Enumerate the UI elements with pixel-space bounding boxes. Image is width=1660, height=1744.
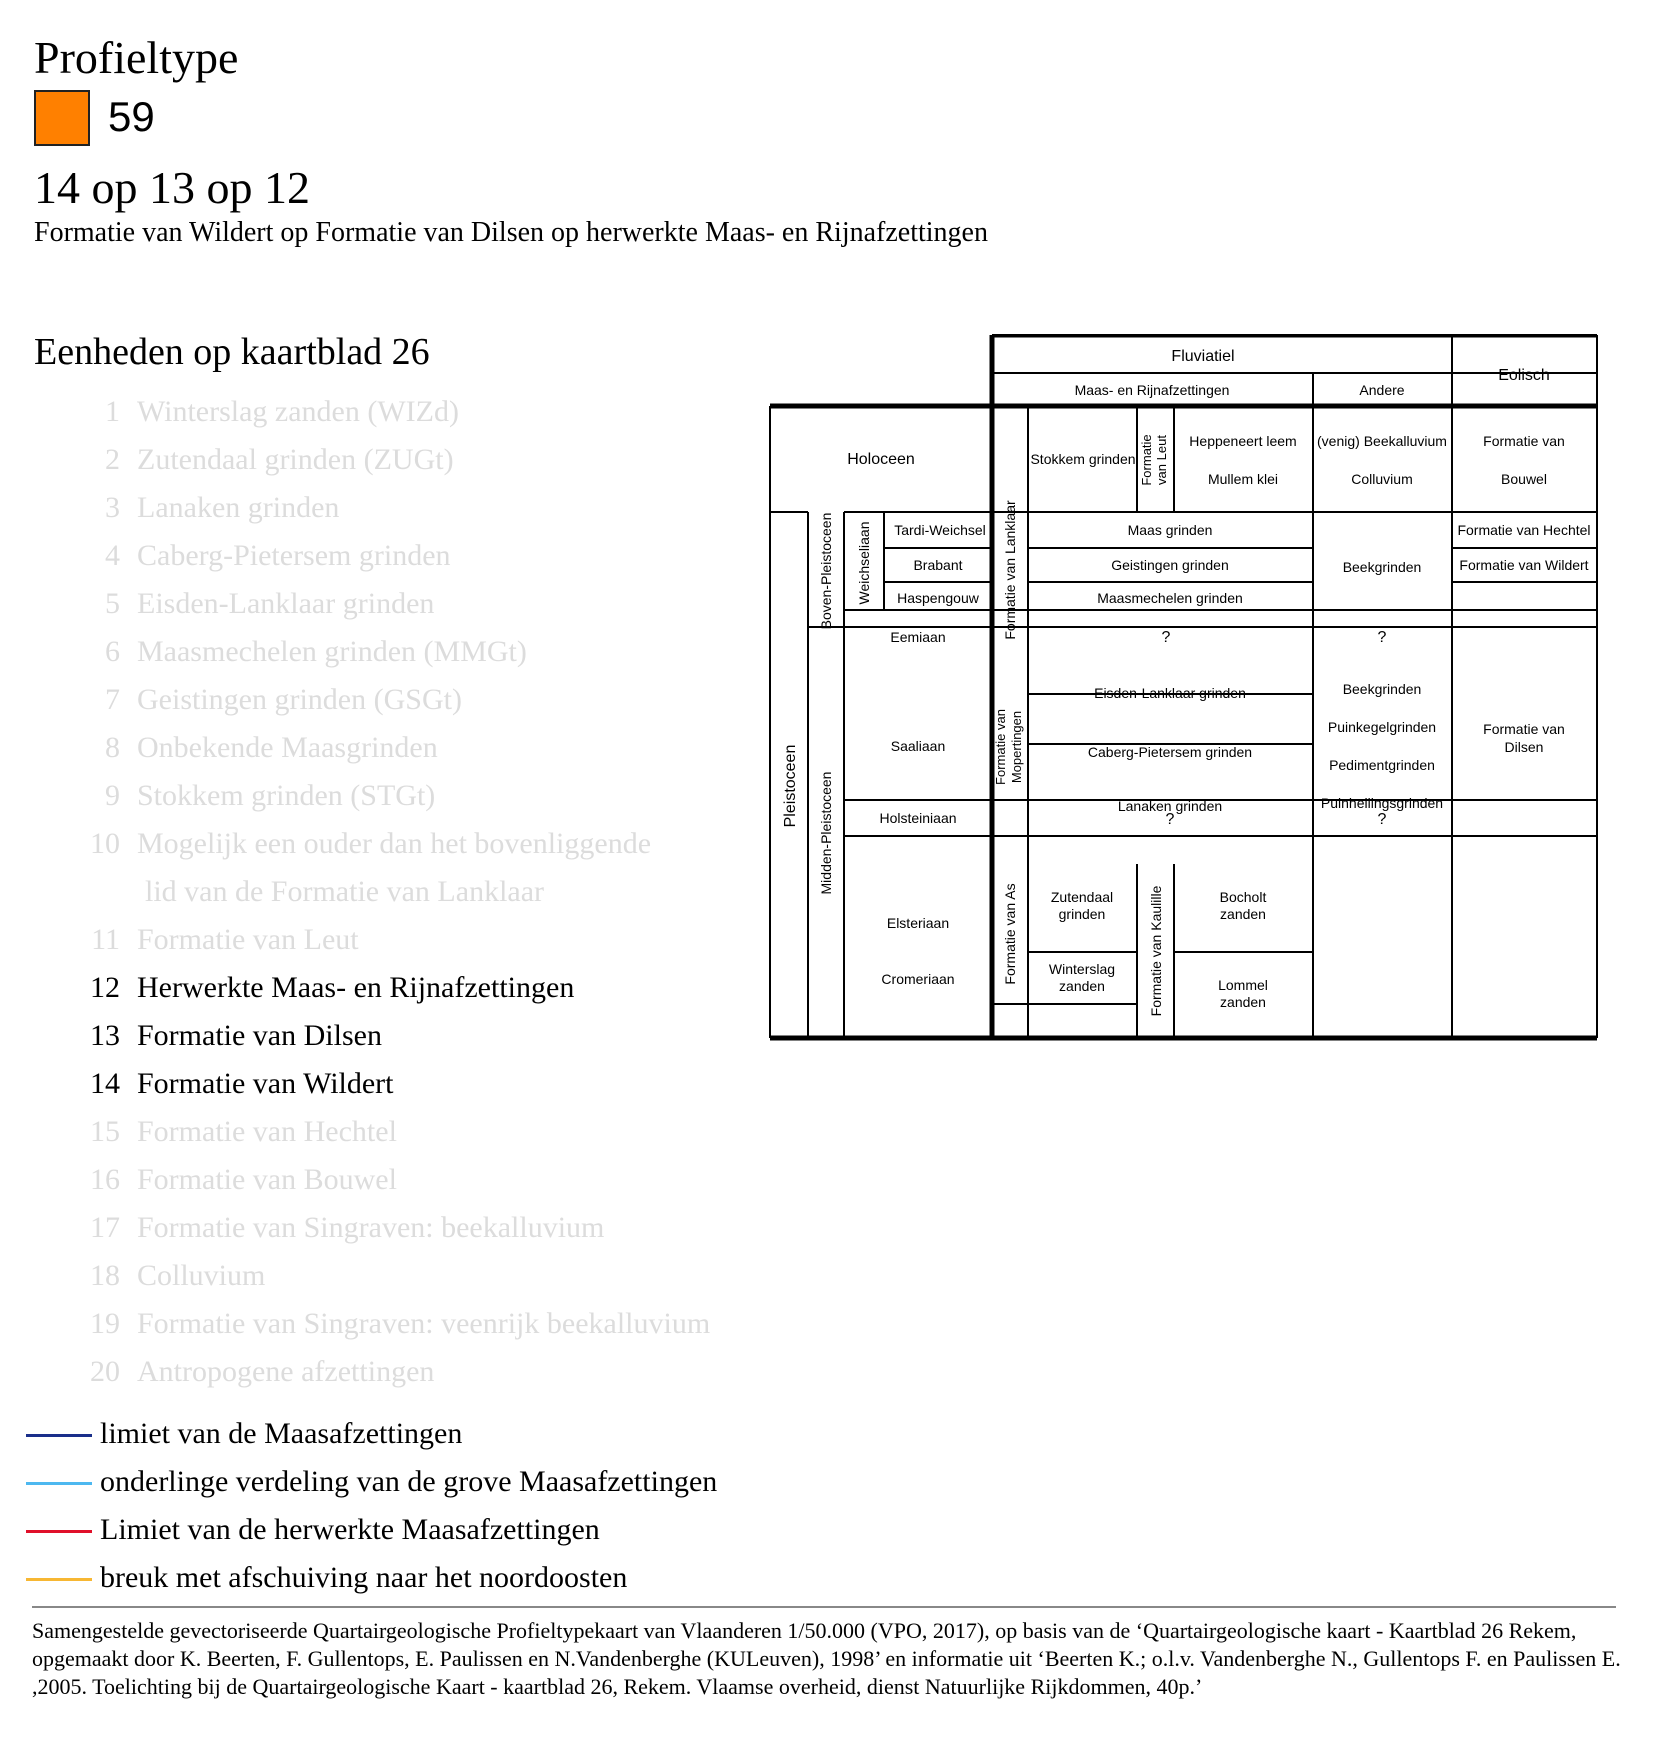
unknown-mark: ? xyxy=(1377,629,1387,646)
unit-label: Formatie van Singraven: veenrijk beekalluvium xyxy=(137,1307,711,1340)
unit-number: 7 xyxy=(105,683,120,716)
profile-color-swatch xyxy=(34,90,90,146)
unit-label: Formatie van Dilsen xyxy=(137,1019,382,1052)
legend-line-swatch xyxy=(26,1434,92,1437)
formation-mopertingen-1: Formatie van xyxy=(993,709,1008,785)
unit-bouwel-1: Formatie van xyxy=(1483,433,1565,449)
unit-label: Zutendaal grinden (ZUGt) xyxy=(137,443,454,476)
header-eolisch: Eolisch xyxy=(1498,367,1550,384)
unit-venig-beekalluvium: (venig) Beekalluvium xyxy=(1317,433,1447,449)
unit-puinhelling: Puinhellingsgrinden xyxy=(1320,795,1444,811)
unit-zutendaal-2: grinden xyxy=(1058,906,1106,922)
unit-label: Maasmechelen grinden (MMGt) xyxy=(137,635,527,668)
unit-number: 15 xyxy=(90,1115,120,1148)
unit-winterslag-1: Winterslag xyxy=(1048,961,1116,977)
unit-label: Formatie van Leut xyxy=(137,923,359,956)
header-maas-rijn: Maas- en Rijnafzettingen xyxy=(1074,382,1230,398)
unit-pediment: Pedimentgrinden xyxy=(1329,757,1435,773)
unknown-mark: ? xyxy=(1161,629,1171,646)
unit-lommel-1: Lommel xyxy=(1218,977,1268,993)
header-fluviatiel: Fluviatiel xyxy=(1171,348,1235,365)
unit-bocholt-2: zanden xyxy=(1220,906,1266,922)
unit-number: 17 xyxy=(90,1211,120,1244)
unit-bouwel-2: Bouwel xyxy=(1501,471,1547,487)
unit-beekgrinden-2: Beekgrinden xyxy=(1342,681,1422,697)
unit-maasmechelen: Maasmechelen grinden xyxy=(1097,590,1243,606)
unit-beekgrinden: Beekgrinden xyxy=(1342,559,1422,575)
unit-label: Colluvium xyxy=(137,1259,266,1292)
unit-stokkem: Stokkem grinden xyxy=(1030,451,1136,467)
unit-colluvium: Colluvium xyxy=(1351,471,1413,487)
unit-winterslag-2: zanden xyxy=(1059,978,1105,994)
unit-label: Antropogene afzettingen xyxy=(137,1355,435,1388)
unit-label: Formatie van Singraven: beekalluvium xyxy=(137,1211,605,1244)
unit-label: Formatie van Wildert xyxy=(137,1067,394,1100)
formation-leut-1: Formatie xyxy=(1139,434,1154,486)
legend-line-swatch xyxy=(26,1482,92,1485)
profile-description: Formatie van Wildert op Formatie van Dilsen op herwerkte Maas- en Rijnafzettingen xyxy=(34,217,988,248)
legend-label: onderlinge verdeling van de grove Maasafzettingen xyxy=(100,1465,718,1498)
unit-label: Geistingen grinden (GSGt) xyxy=(137,683,462,716)
subepoch-boven-pleistoceen: Boven-Pleistoceen xyxy=(818,512,834,630)
units-heading: Eenheden op kaartblad 26 xyxy=(34,331,430,373)
unit-label: Onbekende Maasgrinden xyxy=(137,731,438,764)
legend-line-swatch xyxy=(26,1578,92,1581)
epoch-holoceen: Holoceen xyxy=(847,451,915,468)
stage-haspengouw: Haspengouw xyxy=(897,590,979,606)
unit-number: 4 xyxy=(105,539,120,572)
subepoch-midden-pleistoceen: Midden-Pleistoceen xyxy=(818,771,834,895)
unit-number: 11 xyxy=(91,923,120,956)
unit-combination: 14 op 13 op 12 xyxy=(34,162,310,213)
unit-wildert: Formatie van Wildert xyxy=(1459,557,1589,573)
unit-number: 20 xyxy=(90,1355,120,1388)
formation-lanklaar: Formatie van Lanklaar xyxy=(1002,500,1018,640)
unit-bocholt-1: Bocholt xyxy=(1219,889,1267,905)
unit-geistingen: Geistingen grinden xyxy=(1111,557,1229,573)
unit-number: 3 xyxy=(105,491,120,524)
stratigraphic-table xyxy=(760,334,1610,1044)
unit-label: Eisden-Lanklaar grinden xyxy=(137,587,435,620)
stage-weichseliaan: Weichseliaan xyxy=(856,521,872,605)
profile-code: 59 xyxy=(108,93,155,140)
legend-label: breuk met afschuiving naar het noordoosten xyxy=(100,1561,628,1594)
unit-number: 10 xyxy=(90,827,120,860)
unit-maas-grinden: Maas grinden xyxy=(1127,522,1213,538)
unit-number: 9 xyxy=(105,779,120,812)
unit-hechtel: Formatie van Hechtel xyxy=(1457,522,1591,538)
legend-label: limiet van de Maasafzettingen xyxy=(100,1417,463,1450)
stage-tardi-weichsel: Tardi-Weichsel xyxy=(894,522,986,538)
unit-label: Winterslag zanden (WIZd) xyxy=(137,395,459,428)
unit-number: 12 xyxy=(90,971,120,1004)
unit-lommel-2: zanden xyxy=(1220,994,1266,1010)
unit-puinkegel: Puinkegelgrinden xyxy=(1327,719,1437,735)
source-citation: Samengestelde gevectoriseerde Quartairgeologische Profieltypekaart van Vlaanderen 1/50.000 (VPO, 2017), op basis van de ‘Quartairgeologische kaart - Kaartblad 26 Rekem, opgemaakt door K. Beerten, F. Gullentops, E. Paulissen en N.Vandenberghe (KULeuven), 1998’ en informatie uit ‘Beerten K.; o.l.v. Vandenberghe N., Gullentops F. en Paulissen E. ,2005. Toelichting bij de Quartairgeologische Kaart - kaartblad 26, Rekem. Vlaamse overheid, dienst Natuurlijke Rijkdommen, 40p.’ xyxy=(32,1618,1621,1699)
unit-dilsen-2: Dilsen xyxy=(1504,739,1544,755)
stage-eemiaan: Eemiaan xyxy=(890,629,946,645)
unit-label: lid van de Formatie van Lanklaar xyxy=(145,875,545,908)
header-andere: Andere xyxy=(1359,382,1405,398)
unit-mullem: Mullem klei xyxy=(1207,471,1279,487)
unit-lanaken: Lanaken grinden xyxy=(1117,798,1223,814)
unknown-mark: ? xyxy=(1165,811,1175,828)
formation-as: Formatie van As xyxy=(1002,883,1018,985)
unit-number: 14 xyxy=(90,1067,120,1100)
formation-leut-2: van Leut xyxy=(1154,435,1169,485)
stage-cromeriaan: Cromeriaan xyxy=(881,971,955,987)
unit-label: Formatie van Hechtel xyxy=(137,1115,397,1148)
stage-elsteriaan: Elsteriaan xyxy=(886,915,950,931)
unit-number: 6 xyxy=(105,635,120,668)
unit-heppeneert: Heppeneert leem xyxy=(1189,433,1297,449)
unit-label: Formatie van Bouwel xyxy=(137,1163,397,1196)
unit-dilsen-1: Formatie van xyxy=(1483,721,1565,737)
unit-label: Caberg-Pietersem grinden xyxy=(137,539,451,572)
legend-label: Limiet van de herwerkte Maasafzettingen xyxy=(100,1513,600,1546)
formation-kaulille: Formatie van Kaulille xyxy=(1148,885,1164,1017)
unit-number: 1 xyxy=(105,395,120,428)
unit-number: 8 xyxy=(105,731,120,764)
unit-label: Stokkem grinden (STGt) xyxy=(137,779,436,812)
unit-number: 18 xyxy=(90,1259,120,1292)
legend-line-swatch xyxy=(26,1530,92,1533)
unit-caberg: Caberg-Pietersem grinden xyxy=(1087,744,1253,760)
unit-label: Mogelijk een ouder dan het bovenliggende xyxy=(137,827,652,860)
stage-holsteiniaan: Holsteiniaan xyxy=(879,810,957,826)
formation-mopertingen-2: Mopertingen xyxy=(1009,710,1024,784)
epoch-pleistoceen: Pleistoceen xyxy=(782,744,799,828)
unknown-mark: ? xyxy=(1377,811,1387,828)
unit-label: Herwerkte Maas- en Rijnafzettingen xyxy=(137,971,575,1004)
stage-saaliaan: Saaliaan xyxy=(890,738,946,754)
unit-number: 2 xyxy=(105,443,120,476)
stage-brabant: Brabant xyxy=(913,557,963,573)
footer-divider xyxy=(32,1606,1616,1608)
unit-number: 5 xyxy=(105,587,120,620)
unit-zutendaal-1: Zutendaal xyxy=(1050,889,1114,905)
unit-number: 16 xyxy=(90,1163,120,1196)
unit-number: 19 xyxy=(90,1307,120,1340)
unit-eisden: Eisden-Lanklaar grinden xyxy=(1094,685,1246,701)
unit-number: 13 xyxy=(90,1019,120,1052)
unit-label: Lanaken grinden xyxy=(137,491,340,524)
page-title: Profieltype xyxy=(34,32,239,83)
